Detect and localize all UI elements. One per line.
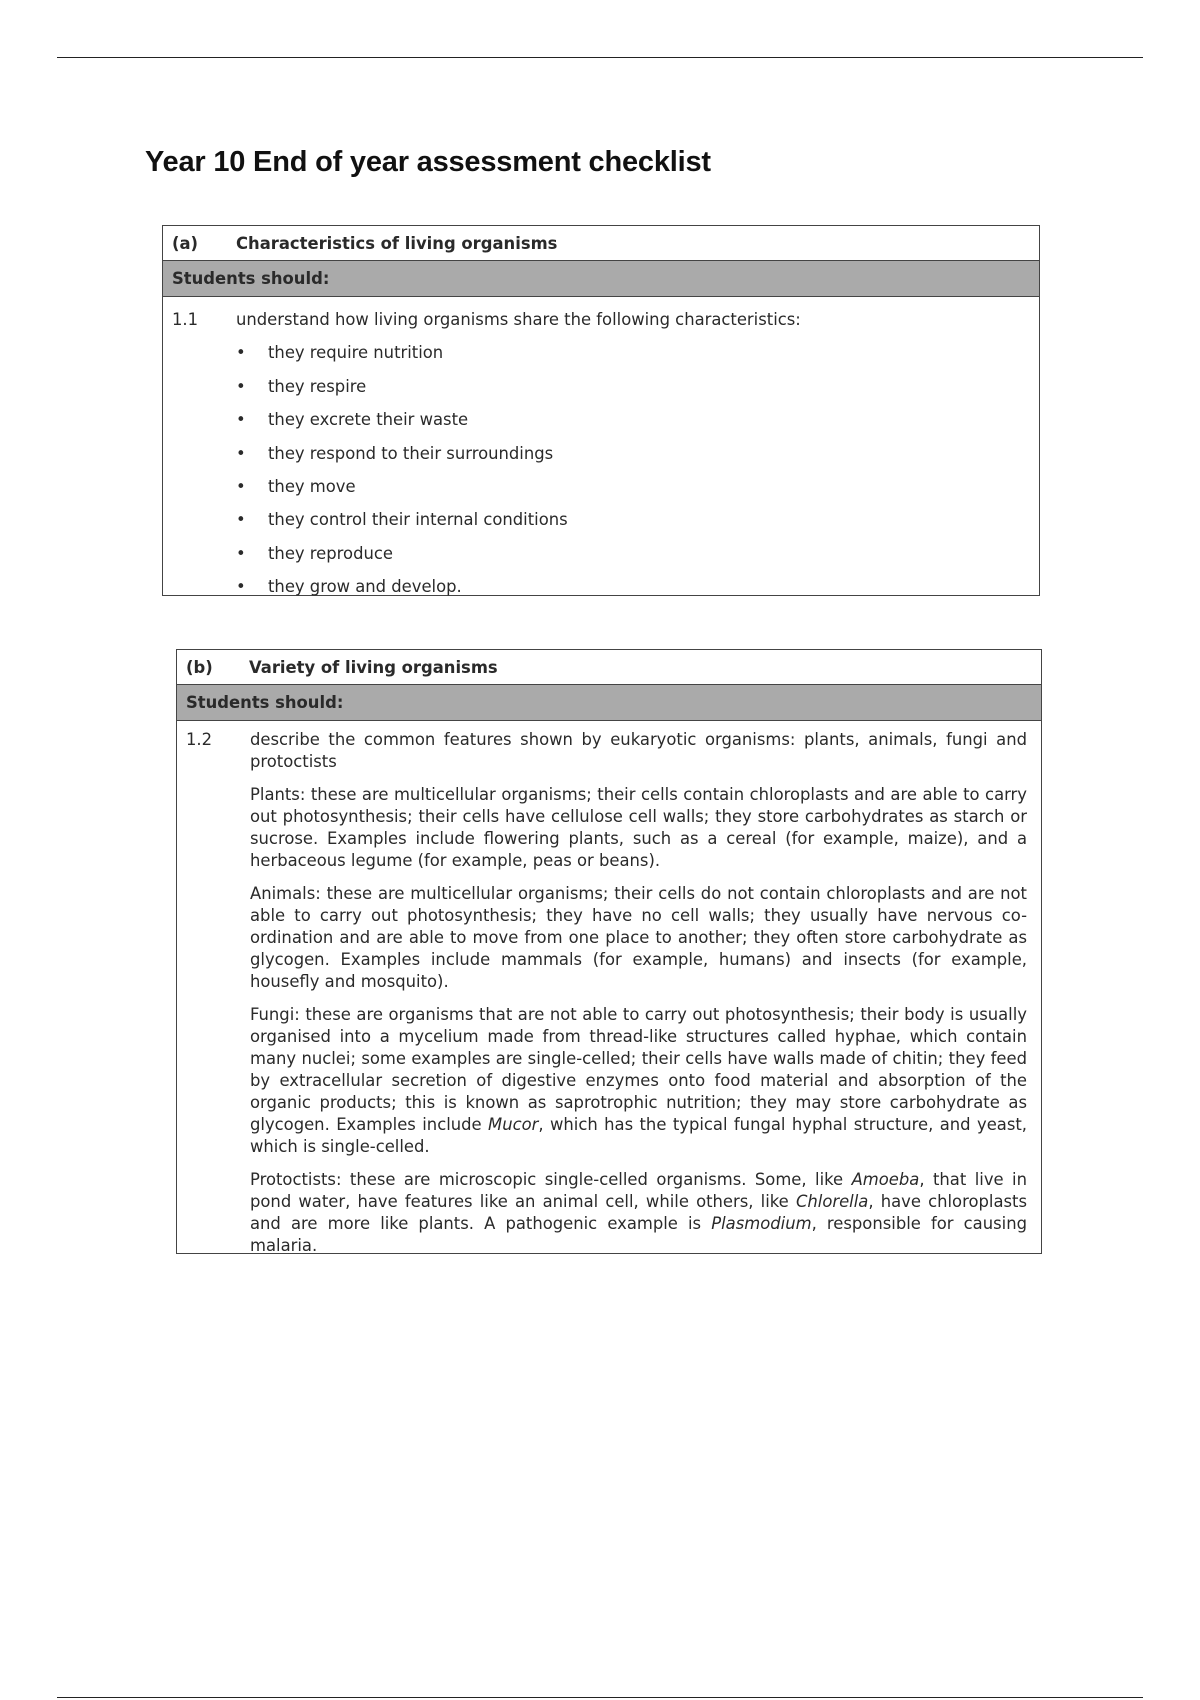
spec-statement: understand how living organisms share the following characteristics: [236,310,801,329]
chlorella-term: Chlorella [795,1192,869,1211]
bullet-icon: • [236,510,246,530]
table-header [177,650,1041,685]
characteristics-table [162,225,1040,596]
section-title: Characteristics of living organisms [236,233,558,253]
list-item: • they reproduce [268,537,1039,570]
protoctists-paragraph: Protoctists: these are microscopic single-celled organisms. Some, like Amoeba, that live in pond water, have features like an animal cell, while others, like Chlorella, have chloroplasts and are more like plants. A pathogenic example is Plasmodium, responsible for causing malaria. [250,1170,1027,1255]
table-body [163,297,1039,604]
amoeba-term: Amoeba [851,1170,920,1189]
section-letter: (b) [186,657,213,677]
fungi-paragraph: Fungi: these are organisms that are not able to carry out photosynthesis; their body is usually organised into a mycelium made from thread-like structures called hyphae, which contain many nuclei; some examples are single-celled; their cells have walls made of chitin; they feed by extracellular secretion of digestive enzymes onto food material and absorption of the organic products; this is known as saprotrophic nutrition; they may store carbohydrate as glycogen. Examples include Mucor, which has the typical fungal hyphal structure, and yeast, which is single-celled. [250,1005,1028,1156]
page-title: Year 10 End of year assessment checklist [145,146,711,178]
list-item: • they respire [268,370,1039,403]
list-item: • they require nutrition [268,336,1039,369]
plants-paragraph: Plants: these are multicellular organisms; their cells contain chloroplasts and are able to carry out photosynthesis; their cells have cellulose cell walls; they store carbohydrates as starch or sucrose. Examples include flowering plants, such as a cereal (for example, maize), and a herbaceous legume (for example, peas or beans). [250,785,1027,870]
top-rule [57,57,1143,58]
bottom-rule [57,1697,1143,1698]
list-item: • they control their internal conditions [268,503,1039,536]
bullet-icon: • [236,376,246,396]
table-body [177,721,1041,1257]
spec-number: 1.2 [186,730,213,749]
bullet-icon: • [236,577,246,597]
bullet-icon: • [236,410,246,430]
bullet-icon: • [236,543,246,563]
animals-paragraph: Animals: these are multicellular organisms; their cells do not contain chloroplasts and are not able to carry out photosynthesis; they have no cell walls; they usually have nervous co-ordination and are able to move from one place to another; they often store carbohydrate as glycogen. Examples include mammals (for example, humans) and insects (for example, housefly and mosquito). [250,884,1027,991]
characteristics-list [163,336,1039,603]
plasmodium-term: Plasmodium [711,1214,812,1233]
list-item: • they grow and develop. [268,570,1039,603]
bullet-icon: • [236,443,246,463]
list-item: • they move [268,470,1039,503]
spec-number: 1.1 [172,310,199,329]
mucor-term: Mucor [488,1115,539,1134]
students-should-header: Students should: [177,685,1041,721]
list-item: • they excrete their waste [268,403,1039,436]
section-letter: (a) [172,233,199,253]
bullet-icon: • [236,477,246,497]
spec-statement: describe the common features shown by eukaryotic organisms: plants, animals, fungi and protoctists [250,730,1027,771]
list-item: • they respond to their surroundings [268,437,1039,470]
bullet-icon: • [236,343,246,363]
variety-table [176,649,1042,1254]
table-header [163,226,1039,261]
students-should-header: Students should: [163,261,1039,297]
section-title: Variety of living organisms [249,657,498,677]
